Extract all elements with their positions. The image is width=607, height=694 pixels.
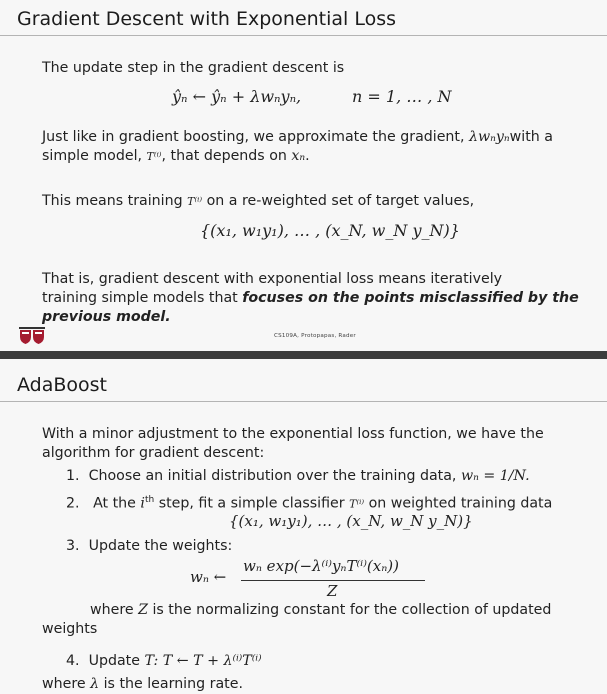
approx-line-2: simple model, T⁽ⁱ⁾, that depends on xₙ. — [42, 148, 310, 164]
slide-title: Gradient Descent with Exponential Loss — [17, 8, 397, 30]
step-2-weighted-set: {(x₁, w₁y₁), … , (x_N, w_N y_N)} — [229, 512, 473, 530]
harvard-shields-logo — [19, 327, 45, 345]
training-text: This means training T⁽ⁱ⁾ on a re-weighted set of target values, — [42, 193, 475, 209]
normalizing-text-1: where Z is the normalizing constant for the collection of updated — [90, 602, 552, 618]
index-range: n = 1, … , N — [352, 87, 452, 106]
conclusion-line-2: training simple models that focuses on the points misclassified by the — [42, 290, 579, 306]
step-2: 2. At the $i^{th}$ step, fit a simple classifier T⁽ⁱ⁾ on weighted training data — [66, 495, 553, 512]
step-4: 4. Update T: T ← T + λ⁽ⁱ⁾T⁽ⁱ⁾ — [66, 653, 262, 669]
learning-rate-text: where λ is the learning rate. — [42, 676, 243, 692]
weight-update-lhs: wₙ ← — [190, 568, 227, 586]
title-divider-adaboost — [0, 401, 607, 402]
step-3: 3. Update the weights: — [66, 538, 233, 554]
target-set-equation: {(x₁, w₁y₁), … , (x_N, w_N y_N)} — [200, 221, 460, 240]
approx-line-1: Just like in gradient boosting, we approximate the gradient, λwₙyₙwith a — [42, 129, 553, 145]
normalizing-text-2: weights — [42, 621, 98, 637]
slide-title-adaboost: AdaBoost — [17, 374, 107, 396]
weight-update-denominator: Z — [327, 582, 338, 600]
update-equation: ŷₙ ← ŷₙ + λwₙyₙ, — [172, 87, 302, 106]
adaboost-intro-1: With a minor adjustment to the exponential loss function, we have the — [42, 426, 544, 442]
course-footer: CS109A, Protopapas, Rader — [274, 333, 356, 339]
weight-update-numerator: wₙ exp(−λ⁽ⁱ⁾yₙT⁽ⁱ⁾(xₙ)) — [243, 557, 399, 575]
title-divider — [0, 35, 607, 36]
step-1: 1. Choose an initial distribution over the training data, wₙ = 1/N. — [66, 468, 530, 484]
conclusion-line-1: That is, gradient descent with exponential loss means iteratively — [42, 271, 503, 287]
conclusion-line-3: previous model. — [42, 309, 171, 325]
adaboost-intro-2: algorithm for gradient descent: — [42, 445, 265, 461]
fraction-bar — [241, 580, 425, 581]
slide-separator — [0, 351, 607, 359]
intro-text: The update step in the gradient descent is — [42, 60, 345, 76]
